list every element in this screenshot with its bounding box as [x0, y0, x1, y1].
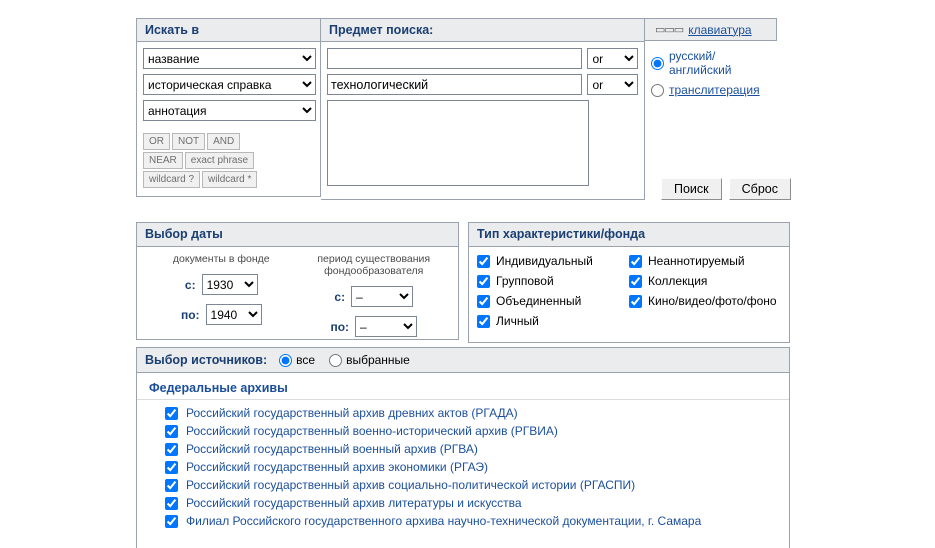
type-checkbox-united-input[interactable]	[477, 295, 490, 308]
sources-radio-all-input[interactable]	[279, 354, 292, 367]
operator-not-button[interactable]: NOT	[172, 133, 205, 150]
operator-and-button[interactable]: AND	[207, 133, 240, 150]
source-link-3[interactable]: Российский государственный военный архив (РГВА)	[186, 442, 478, 456]
subject-input-1[interactable]	[327, 48, 582, 69]
where-select-2[interactable]	[143, 74, 316, 95]
source-link-5[interactable]: Российский государственный архив социально-политической истории (РГАСПИ)	[186, 478, 636, 492]
type-label-united: Объединенный	[496, 294, 582, 308]
language-label-translit[interactable]: транслитерация	[669, 83, 760, 97]
date-col-documents-caption: документы в фонде	[172, 253, 270, 265]
type-checkbox-personal-input[interactable]	[477, 315, 490, 328]
type-checkbox-unannotated-input[interactable]	[629, 255, 642, 268]
date-col-documents	[145, 253, 298, 337]
list-item[interactable]	[137, 478, 789, 496]
language-options	[645, 41, 777, 97]
language-radio-ru-en[interactable]	[651, 57, 664, 70]
subject-line-3	[327, 100, 638, 186]
type-label-media: Кино/видео/фото/фоно	[648, 294, 777, 308]
date-col-founder	[298, 253, 451, 337]
type-panel-title: Тип характеристики/фонда	[469, 223, 789, 247]
type-checkbox-personal[interactable]	[477, 314, 629, 328]
docs-from-select[interactable]	[202, 274, 258, 295]
founder-from-select[interactable]	[351, 286, 413, 307]
type-col-right	[629, 254, 781, 334]
list-item[interactable]	[137, 424, 789, 442]
subject-textarea[interactable]	[327, 100, 589, 186]
list-item[interactable]	[137, 406, 789, 424]
source-link-7[interactable]: Филиал Российского государственного архива научно-технической документации, г. Самара	[186, 514, 702, 528]
founder-to-label: по:	[330, 319, 350, 334]
list-item[interactable]	[137, 442, 789, 460]
sources-radio-selected-label: выбранные	[346, 353, 410, 367]
keyboard-panel	[645, 18, 777, 103]
sources-radio-selected-input[interactable]	[329, 354, 342, 367]
type-label-personal: Личный	[496, 314, 539, 328]
where-select-3[interactable]	[143, 100, 316, 121]
operator-row-1	[143, 133, 247, 150]
type-checkbox-collection[interactable]	[629, 274, 781, 288]
type-panel	[468, 222, 790, 343]
type-label-individual: Индивидуальный	[496, 254, 593, 268]
source-link-4[interactable]: Российский государственный архив экономики (РГАЭ)	[186, 460, 489, 474]
operator-row-3	[143, 171, 252, 188]
source-checkbox-3[interactable]	[165, 443, 178, 456]
search-where-body	[137, 42, 320, 196]
search-subject-panel	[321, 18, 645, 200]
date-col-founder-caption: период существования фондообразователя	[317, 253, 431, 277]
sources-list	[137, 400, 789, 532]
search-reset-button[interactable]: Сброс	[729, 178, 791, 200]
type-col-left	[477, 254, 629, 334]
founder-to-field	[298, 316, 451, 337]
subject-line-2	[327, 74, 638, 95]
type-checkbox-media-input[interactable]	[629, 295, 642, 308]
language-option-translit[interactable]	[651, 83, 777, 97]
type-checkbox-group-input[interactable]	[477, 275, 490, 288]
operator-buttons	[143, 133, 252, 188]
subject-joiner-2[interactable]	[587, 74, 638, 95]
subject-input-2[interactable]	[327, 74, 582, 95]
docs-to-select[interactable]	[206, 304, 262, 325]
sources-header	[137, 348, 789, 373]
operator-or-button[interactable]: OR	[143, 133, 170, 150]
type-checkbox-individual-input[interactable]	[477, 255, 490, 268]
type-checkbox-united[interactable]	[477, 294, 629, 308]
source-link-1[interactable]: Российский государственный архив древних актов (РГАДА)	[186, 406, 518, 420]
source-checkbox-7[interactable]	[165, 515, 178, 528]
founder-to-select[interactable]	[355, 316, 417, 337]
type-checkbox-collection-input[interactable]	[629, 275, 642, 288]
sources-panel	[136, 347, 790, 548]
search-where-title: Искать в	[137, 19, 320, 42]
source-link-2[interactable]: Российский государственный военно-исторический архив (РГВИА)	[186, 424, 558, 438]
language-label-ru-en: русский/английский	[669, 49, 732, 77]
date-panel	[136, 222, 459, 340]
type-checkbox-unannotated[interactable]	[629, 254, 781, 268]
source-checkbox-6[interactable]	[165, 497, 178, 510]
sources-radio-selected[interactable]	[329, 353, 410, 367]
list-item[interactable]	[137, 460, 789, 478]
operator-wildcard-star-button[interactable]: wildcard *	[202, 171, 257, 188]
keyboard-icon: ▭▭▭	[655, 24, 684, 36]
keyboard-header	[645, 18, 777, 41]
keyboard-link[interactable]: клавиатура	[688, 22, 752, 37]
docs-to-label: по:	[180, 307, 200, 322]
list-item[interactable]	[137, 496, 789, 514]
subject-line-1	[327, 48, 638, 69]
type-label-collection: Коллекция	[648, 274, 708, 288]
sources-group-title: Федеральные архивы	[137, 373, 789, 400]
source-checkbox-5[interactable]	[165, 479, 178, 492]
operator-near-button[interactable]: NEAR	[143, 152, 183, 169]
search-subject-body	[321, 42, 644, 199]
founder-from-label: с:	[334, 289, 346, 304]
operator-wildcard-question-button[interactable]: wildcard ?	[143, 171, 200, 188]
type-checkbox-media[interactable]	[629, 294, 781, 308]
subject-joiner-1[interactable]	[587, 48, 638, 69]
search-buttons	[654, 178, 791, 200]
type-label-unannotated: Неаннотируемый	[648, 254, 745, 268]
operator-row-2	[143, 152, 247, 169]
source-link-6[interactable]: Российский государственный архив литературы и искусства	[186, 496, 522, 510]
founder-from-field	[298, 286, 451, 307]
date-columns	[145, 253, 450, 337]
date-panel-body	[137, 247, 458, 339]
language-option-ru-en[interactable]	[651, 49, 777, 77]
type-panel-body	[469, 247, 789, 342]
type-checkbox-group[interactable]	[477, 274, 629, 288]
source-checkbox-4[interactable]	[165, 461, 178, 474]
where-select-1[interactable]	[143, 48, 316, 69]
operator-exact-phrase-button[interactable]: exact phrase	[185, 152, 254, 169]
docs-to-field	[145, 304, 298, 325]
search-where-panel	[136, 18, 321, 197]
language-radio-translit[interactable]	[651, 84, 664, 97]
source-checkbox-1[interactable]	[165, 407, 178, 420]
type-label-group: Групповой	[496, 274, 554, 288]
search-area	[136, 18, 777, 200]
docs-from-label: с:	[184, 277, 196, 292]
search-submit-button[interactable]: Поиск	[661, 178, 722, 200]
type-checkbox-individual[interactable]	[477, 254, 629, 268]
date-panel-title: Выбор даты	[137, 223, 458, 247]
search-subject-title: Предмет поиска:	[321, 19, 644, 42]
sources-title: Выбор источников:	[145, 353, 268, 367]
sources-radio-all-label: все	[296, 353, 316, 367]
source-checkbox-2[interactable]	[165, 425, 178, 438]
sources-radio-all[interactable]	[279, 353, 315, 367]
docs-from-field	[145, 274, 298, 295]
list-item[interactable]	[137, 514, 789, 532]
